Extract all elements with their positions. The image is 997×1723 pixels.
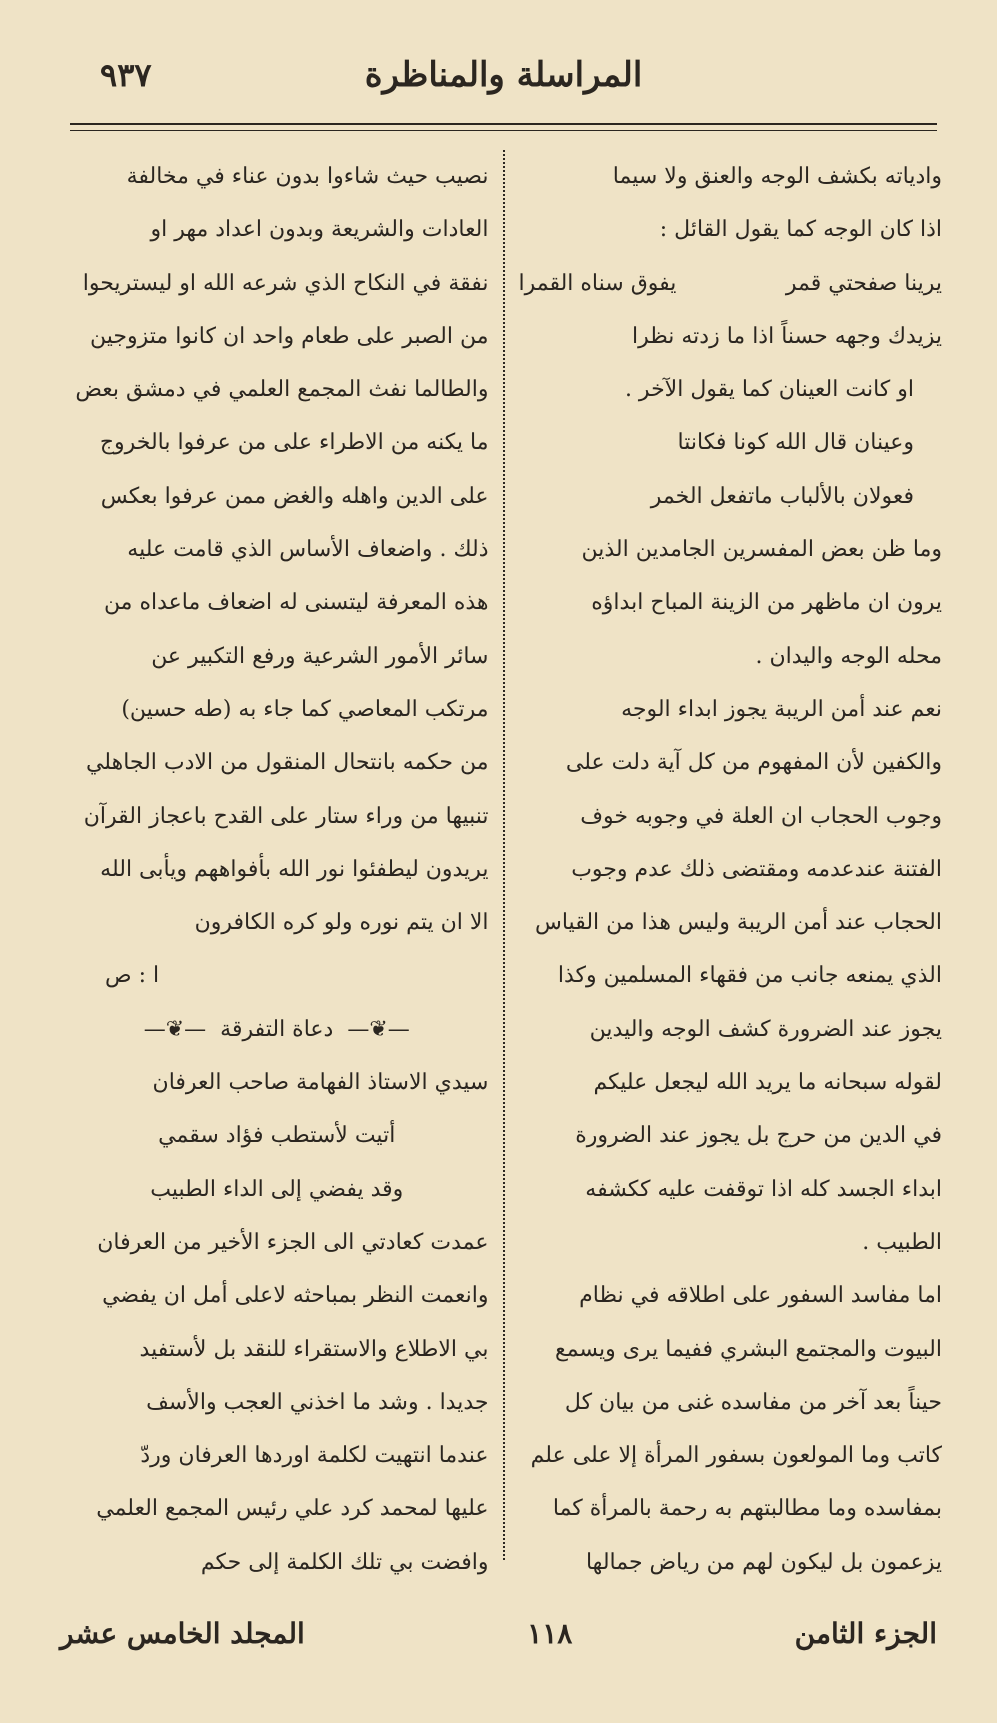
text-line: وما ظن بعض المفسرين الجامدين الذين <box>581 537 942 563</box>
text-line: الحجاب عند أمن الريبة وليس هذا من القياس <box>535 910 942 936</box>
text-line: نفقة في النكاح الذي شرعه الله او ليستريحوا <box>82 270 489 296</box>
verse-hemistich: يرينا صفحتي قمر <box>785 270 942 296</box>
text-line: وافضت بي تلك الكلمة إلى حكم <box>200 1549 489 1575</box>
text-line: تنبيها من وراء ستار على القدح باعجاز القرآن <box>83 803 489 829</box>
text-line: بي الاطلاع والاستقراء للنقد بل لأستفيد <box>139 1336 489 1362</box>
text-line: ابداء الجسد كله اذا توقفت عليه ككشفه <box>585 1176 942 1202</box>
ornament-icon: —❦— <box>347 1016 410 1042</box>
text-line: نعم عند أمن الريبة يجوز ابداء الوجه <box>621 696 942 722</box>
text-line: او كانت العينان كما يقول الآخر . <box>624 377 914 403</box>
section-heading <box>65 1003 489 1056</box>
verse-line: أتيت لأستطب فؤاد سقمي <box>158 1123 396 1149</box>
running-title: المراسلة والمناظرة <box>364 55 643 95</box>
section-title: دعاة التفرقة <box>220 1016 334 1042</box>
text-line: ما يكنه من الاطراء على من عرفوا بالخروج <box>99 430 489 456</box>
text-line: هذه المعرفة ليتسنى له اضعاف ماعداه من <box>103 590 489 616</box>
page-footer <box>60 1598 937 1668</box>
text-line: فعولان بالألباب ماتفعل الخمر <box>650 483 914 509</box>
text-line: اما مفاسد السفور على اطلاقه في نظام <box>579 1283 942 1309</box>
footer-volume: المجلد الخامس عشر <box>60 1616 305 1650</box>
text-line: يرون ان ماظهر من الزينة المباح ابداؤه <box>591 590 942 616</box>
text-line: من الصبر على طعام واحد ان كانوا متزوجين <box>90 323 489 349</box>
verse-line <box>519 257 943 310</box>
ornament-icon: —❦— <box>143 1016 207 1042</box>
text-line: والطالما نفث المجمع العلمي في دمشق بعض <box>75 377 489 403</box>
text-line: وجوب الحجاب ان العلة في وجوبه خوف <box>580 803 942 829</box>
text-line: عمدت كعادتي الى الجزء الأخير من العرفان <box>97 1229 489 1255</box>
text-line: سائر الأمور الشرعية ورفع التكبير عن <box>151 643 489 669</box>
text-line: عندما انتهيت لكلمة اوردها العرفان وردّ <box>140 1443 489 1469</box>
text-line: الذي يمنعه جانب من فقهاء المسلمين وكذا <box>557 963 942 989</box>
footer-part: الجزء الثامن <box>794 1616 937 1650</box>
page-header <box>70 45 937 105</box>
text-line: يزيدك وجهه حسناً اذا ما زدته نظرا <box>631 323 942 349</box>
text-line: العادات والشريعة وبدون اعداد مهر او <box>150 217 489 243</box>
text-line: مرتكب المعاصي كما جاء به (طه حسين) <box>121 696 489 722</box>
text-line: كاتب وما المولعون بسفور المرأة إلا على علم <box>530 1443 942 1469</box>
two-column-body <box>65 150 942 1580</box>
text-line: وانعمت النظر بمباحثه لاعلى أمل ان يفضي <box>102 1283 489 1309</box>
text-line: الطبيب . <box>862 1229 942 1255</box>
text-line: وعينان قال الله كونا فكانتا <box>677 430 914 456</box>
text-line: اذا كان الوجه كما يقول القائل : <box>659 217 942 243</box>
verse-line: وقد يفضي إلى الداء الطبيب <box>150 1176 404 1202</box>
text-line: يريدون ليطفئوا نور الله بأفواههم ويأبى الله <box>100 856 489 882</box>
text-line: من حكمه بانتحال المنقول من الادب الجاهلي <box>85 750 489 776</box>
header-rule <box>70 123 937 131</box>
text-line: جديدا . وشد ما اخذني العجب والأسف <box>146 1389 489 1415</box>
text-line: نصيب حيث شاءوا بدون عناء في مخالفة <box>126 164 489 189</box>
text-line: حيناً بعد آخر من مفاسده غنى من بيان كل <box>564 1389 942 1415</box>
text-line: يزعمون بل ليكون لهم من رياض جمالها <box>585 1549 942 1575</box>
right-column <box>505 150 943 1580</box>
signature-initials: ا : ص <box>105 963 160 989</box>
text-line: يجوز عند الضرورة كشف الوجه واليدين <box>589 1016 942 1042</box>
text-line: سيدي الاستاذ الفهامة صاحب العرفان <box>152 1070 489 1096</box>
text-line: في الدين من حرج بل يجوز عند الضرورة <box>575 1123 942 1149</box>
left-column <box>65 150 503 1580</box>
verse-hemistich: يفوق سناه القمرا <box>518 270 677 296</box>
text-line: بمفاسده وما مطالبتهم به رحمة بالمرأة كما <box>552 1496 942 1522</box>
text-line: وادياته بكشف الوجه والعنق ولا سيما <box>612 164 942 189</box>
text-line: والكفين لأن المفهوم من كل آية دلت على <box>565 750 942 776</box>
text-line: محله الوجه واليدان . <box>755 643 942 669</box>
text-line: البيوت والمجتمع البشري ففيما يرى ويسمع <box>555 1336 942 1362</box>
text-line: الا ان يتم نوره ولو كره الكافرون <box>194 910 489 936</box>
text-line: عليها لمحمد كرد علي رئيس المجمع العلمي <box>96 1496 489 1522</box>
footer-page-number: ١١٨ <box>527 1616 573 1650</box>
text-line: الفتنة عندعدمه ومقتضى ذلك عدم وجوب <box>571 856 942 882</box>
text-line: لقوله سبحانه ما يريد الله ليجعل عليكم <box>593 1070 942 1096</box>
text-line: على الدين واهله والغض ممن عرفوا بعكس <box>100 483 489 509</box>
text-line: ذلك . واضعاف الأساس الذي قامت عليه <box>127 537 489 563</box>
page-number: ٩٣٧ <box>100 56 152 94</box>
